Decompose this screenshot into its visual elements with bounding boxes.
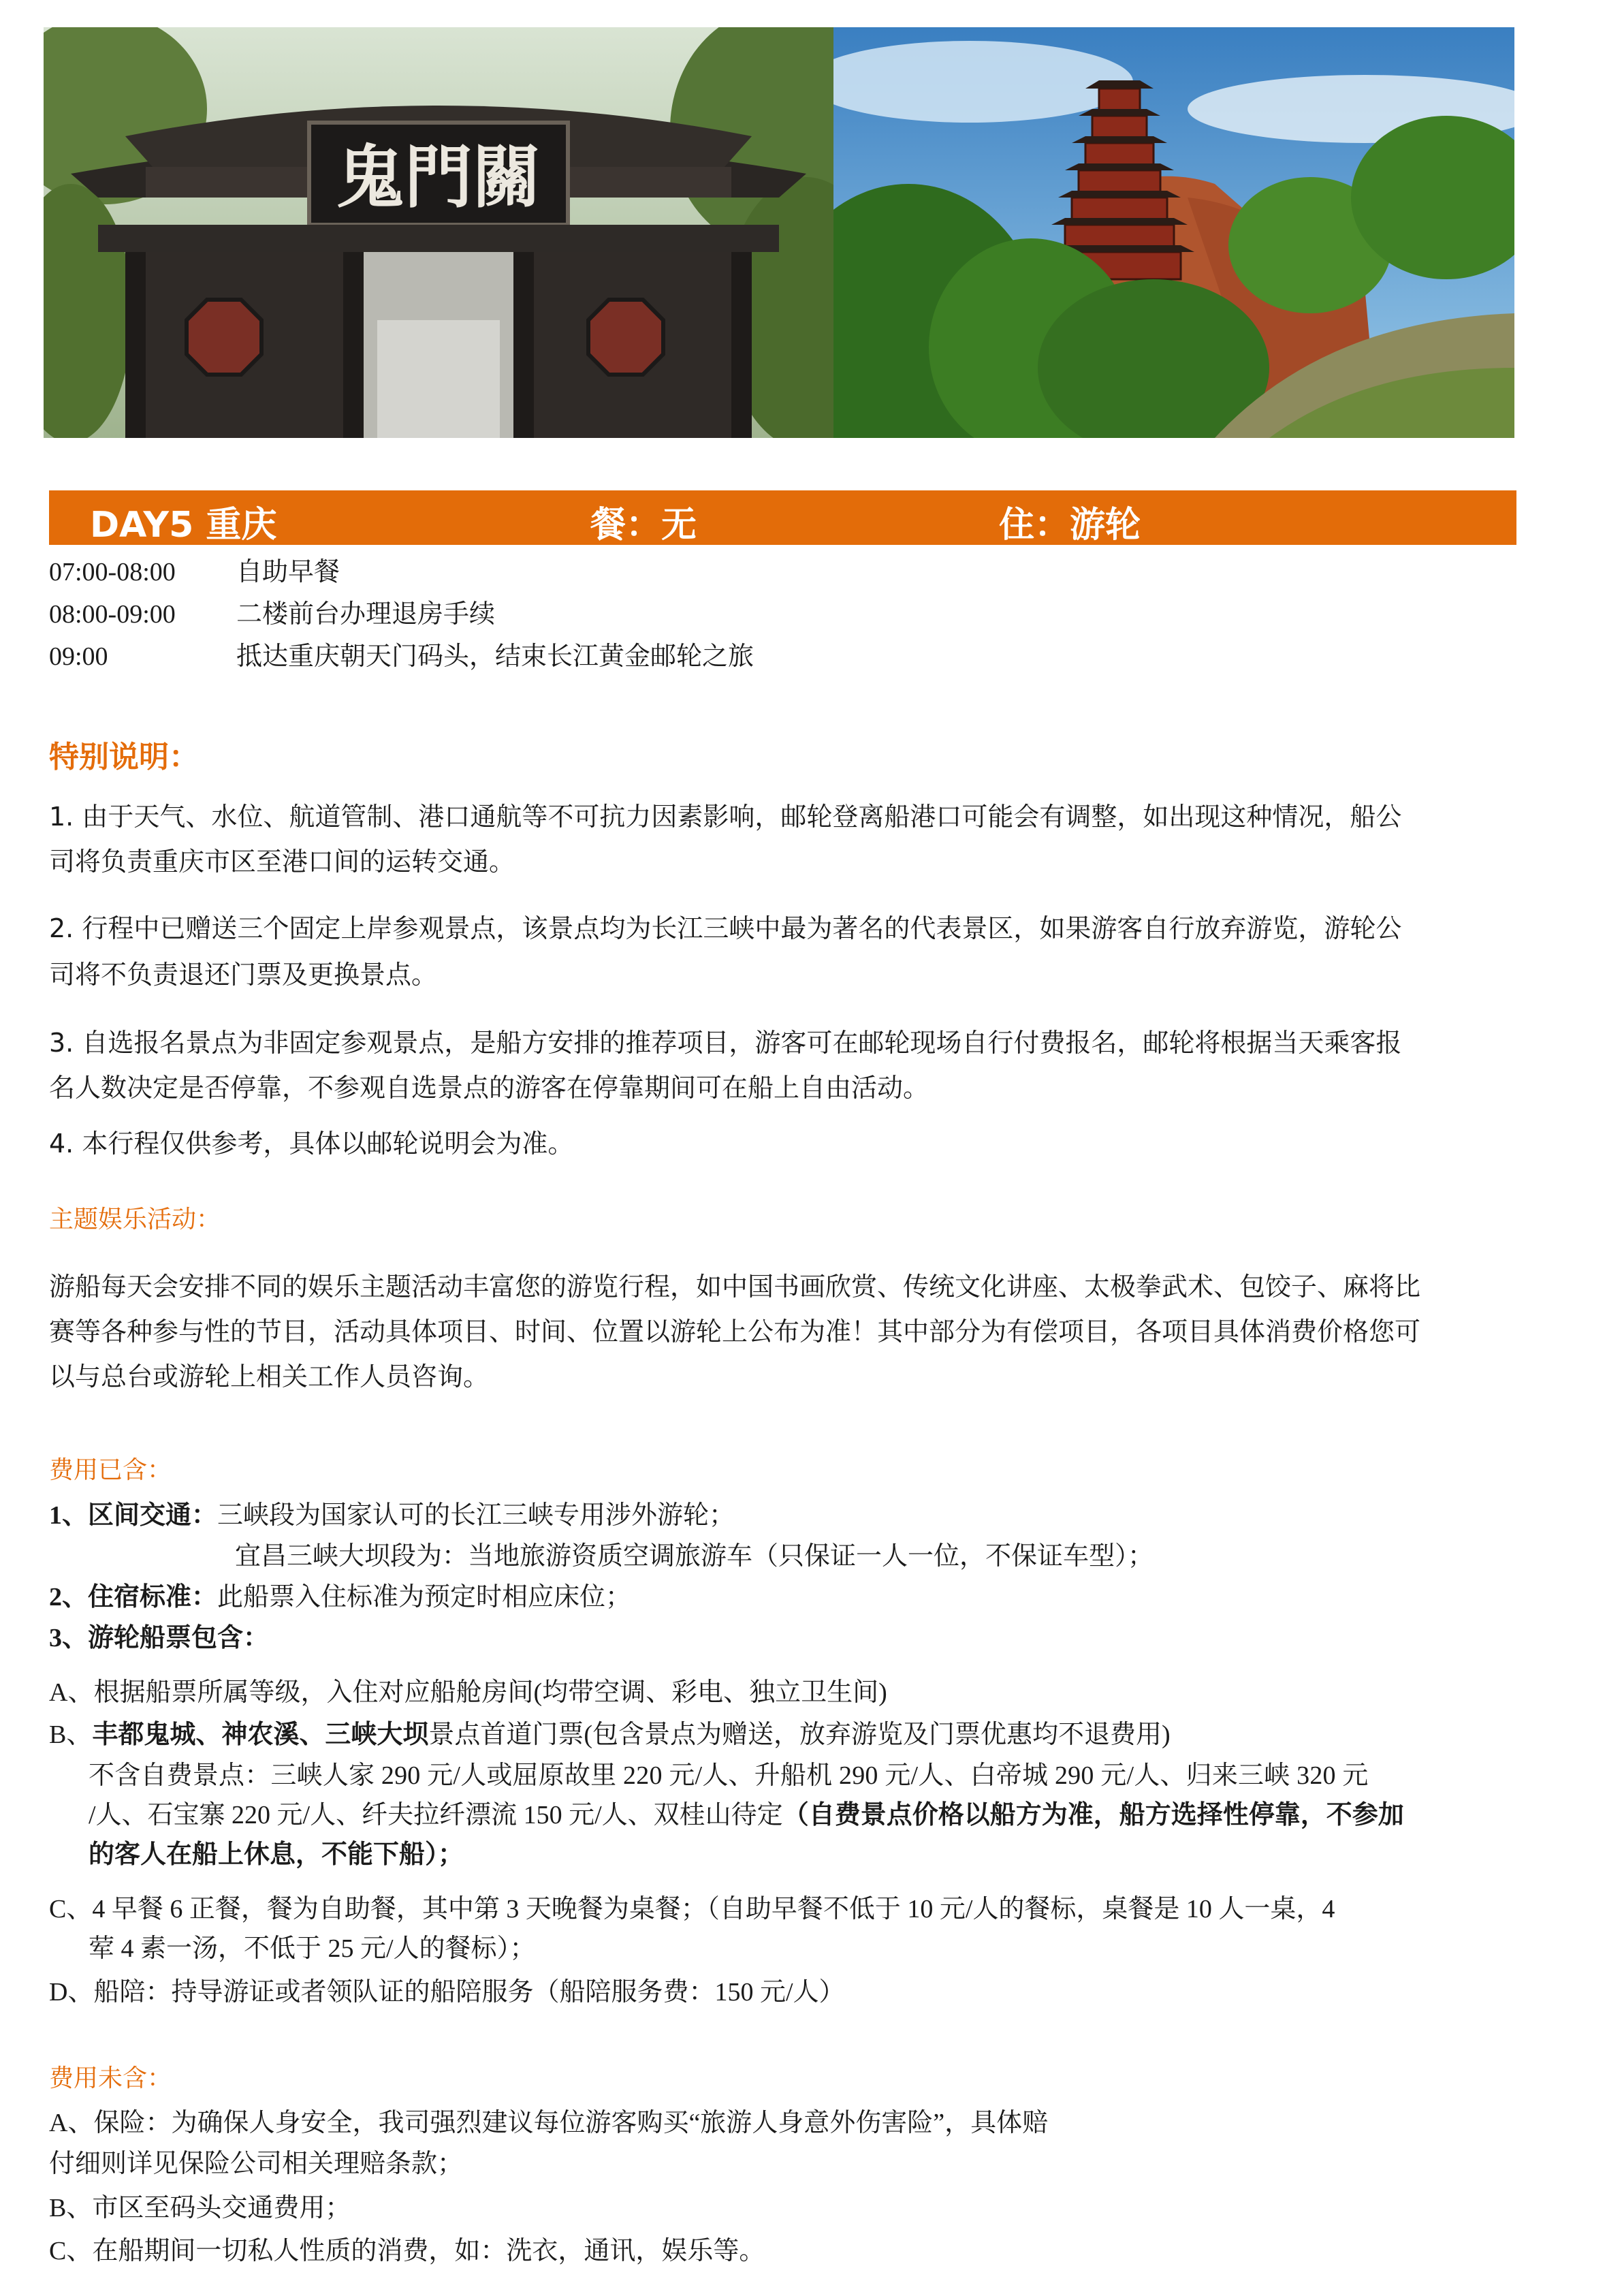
included-item-a: A、根据船票所属等级，入住对应船舱房间(均带空调、彩电、独立卫生间): [49, 1678, 887, 1707]
ticket-label: 3、游轮船票包含：: [49, 1624, 270, 1652]
ghost-gate-illustration: [44, 27, 833, 438]
entertainment-title: 主题娱乐活动：: [49, 1206, 221, 1233]
note-3-line-2: 名人数决定是否停靠，不参观自选景点的游客在停靠期间可在船上自由活动。: [49, 1073, 929, 1103]
excluded-item-b: B、市区至码头交通费用；: [49, 2194, 351, 2222]
lodging-text: 此船票入住标准为预定时相应床位；: [217, 1583, 632, 1611]
excluded-item-a-line-2: 付细则详见保险公司相关理赔条款；: [49, 2150, 464, 2178]
schedule-row: [49, 550, 340, 588]
included-item-b-prefix: B、: [49, 1720, 93, 1749]
schedule-row: [49, 635, 754, 672]
photo-shibaozhai-pagoda: [833, 27, 1514, 438]
note-3-line-1: 3. 自选报名景点为非固定参观景点，是船方安排的推荐项目，游客可在邮轮现场自行付费报名，邮轮将根据当天乘客报: [49, 1028, 1402, 1058]
note-4-line-1: 4. 本行程仅供参考，具体以邮轮说明会为准。: [49, 1129, 574, 1159]
schedule-text: 自助早餐: [236, 558, 340, 586]
included-item-c-line-2: 荤 4 素一汤，不低于 25 元/人的餐标）；: [89, 1934, 536, 1963]
schedule-row: [49, 593, 495, 630]
note-2-line-1: 2. 行程中已赠送三个固定上岸参观景点，该景点均为长江三峡中最为著名的代表景区，如果游客自行放弃游览，游轮公: [49, 913, 1402, 943]
transport-line-2: 宜昌三峡大坝段为：当地旅游资质空调旅游车（只保证一人一位，不保证车型）；: [235, 1542, 1154, 1571]
self-pay-line-1: 不含自费景点：三峡人家 290 元/人或屈原故里 220 元/人、升船机 290 元/人、白帝城 290 元/人、归来三峡 320 元: [89, 1761, 1369, 1790]
entertainment-line-2: 赛等各种参与性的节目，活动具体项目、时间、位置以游轮上公布为准！其中部分为有偿项目，各项目具体消费价格您可: [49, 1317, 1421, 1347]
day-stay: 住：游轮: [999, 505, 1141, 546]
transport-label: 1、区间交通：: [49, 1501, 218, 1530]
self-pay-line-2: [89, 1793, 1404, 1831]
schedule-text: 二楼前台办理退房手续: [236, 600, 496, 629]
photo-ghost-gate: [44, 27, 833, 438]
self-pay-line-3: 的客人在船上休息，不能下船）；: [89, 1840, 464, 1869]
day-header-bar: [49, 490, 1516, 545]
lodging-label: 2、住宿标准：: [49, 1583, 218, 1611]
gate-sign-text: 鬼門關: [336, 137, 541, 217]
entertainment-line-3: 以与总台或游轮上相关工作人员咨询。: [49, 1362, 490, 1391]
fee-excluded-title: 费用未含：: [49, 2064, 172, 2092]
included-item-b: [49, 1713, 1171, 1750]
self-pay-line-2-normal: /人、石宝寨 220 元/人、纤夫拉纤漂流 150 元/人、双桂山待定: [89, 1801, 783, 1829]
excluded-item-a-line-1: A、保险：为确保人身安全，我司强烈建议每位游客购买“旅游人身意外伤害险”，具体赔: [49, 2109, 1049, 2137]
included-item-b-rest: 景点首道门票(包含景点为赠送，放弃游览及门票优惠均不退费用): [428, 1720, 1171, 1749]
transport-row: [49, 1494, 735, 1531]
included-item-b-bold: 丰都鬼城、神农溪、三峡大坝: [92, 1720, 429, 1749]
fee-included-title: 费用已含：: [49, 1456, 172, 1484]
included-item-c-line-1: C、4 早餐 6 正餐，餐为自助餐，其中第 3 天晚餐为桌餐；（自助早餐不低于 10 元/人的餐标，桌餐是 10 人一桌，4: [49, 1895, 1335, 1923]
included-item-d: D、船陪：持导游证或者领队证的船陪服务（船陪服务费：150 元/人）: [49, 1978, 845, 2007]
self-pay-line-2-bold: （自费景点价格以船方为准，船方选择性停靠，不参加: [782, 1801, 1404, 1829]
note-2-line-2: 司将不负责退还门票及更换景点。: [49, 960, 438, 990]
note-1-line-2: 司将负责重庆市区至港口间的运转交通。: [49, 847, 515, 877]
transport-line-1: 三峡段为国家认可的长江三峡专用涉外游轮；: [217, 1501, 735, 1530]
excluded-item-c: C、在船期间一切私人性质的消费，如：洗衣，通讯，娱乐等。: [49, 2237, 765, 2265]
lodging-row: [49, 1575, 631, 1613]
schedule-time: 07:00-08:00: [49, 558, 176, 586]
entertainment-line-1: 游船每天会安排不同的娱乐主题活动丰富您的游览行程，如中国书画欣赏、传统文化讲座、太极拳武术、包饺子、麻将比: [49, 1272, 1421, 1302]
note-1-line-1: 1. 由于天气、水位、航道管制、港口通航等不可抗力因素影响，邮轮登离船港口可能会有调整，如出现这种情况，船公: [49, 802, 1402, 832]
day-title: DAY5 重庆: [90, 505, 277, 546]
pagoda-illustration: [833, 27, 1514, 438]
schedule-time: 08:00-09:00: [49, 600, 176, 629]
day-meals: 餐：无: [590, 505, 697, 546]
schedule-time: 09:00: [49, 642, 108, 671]
special-notes-title: 特别说明：: [49, 740, 199, 774]
schedule-text: 抵达重庆朝天门码头，结束长江黄金邮轮之旅: [236, 642, 754, 671]
